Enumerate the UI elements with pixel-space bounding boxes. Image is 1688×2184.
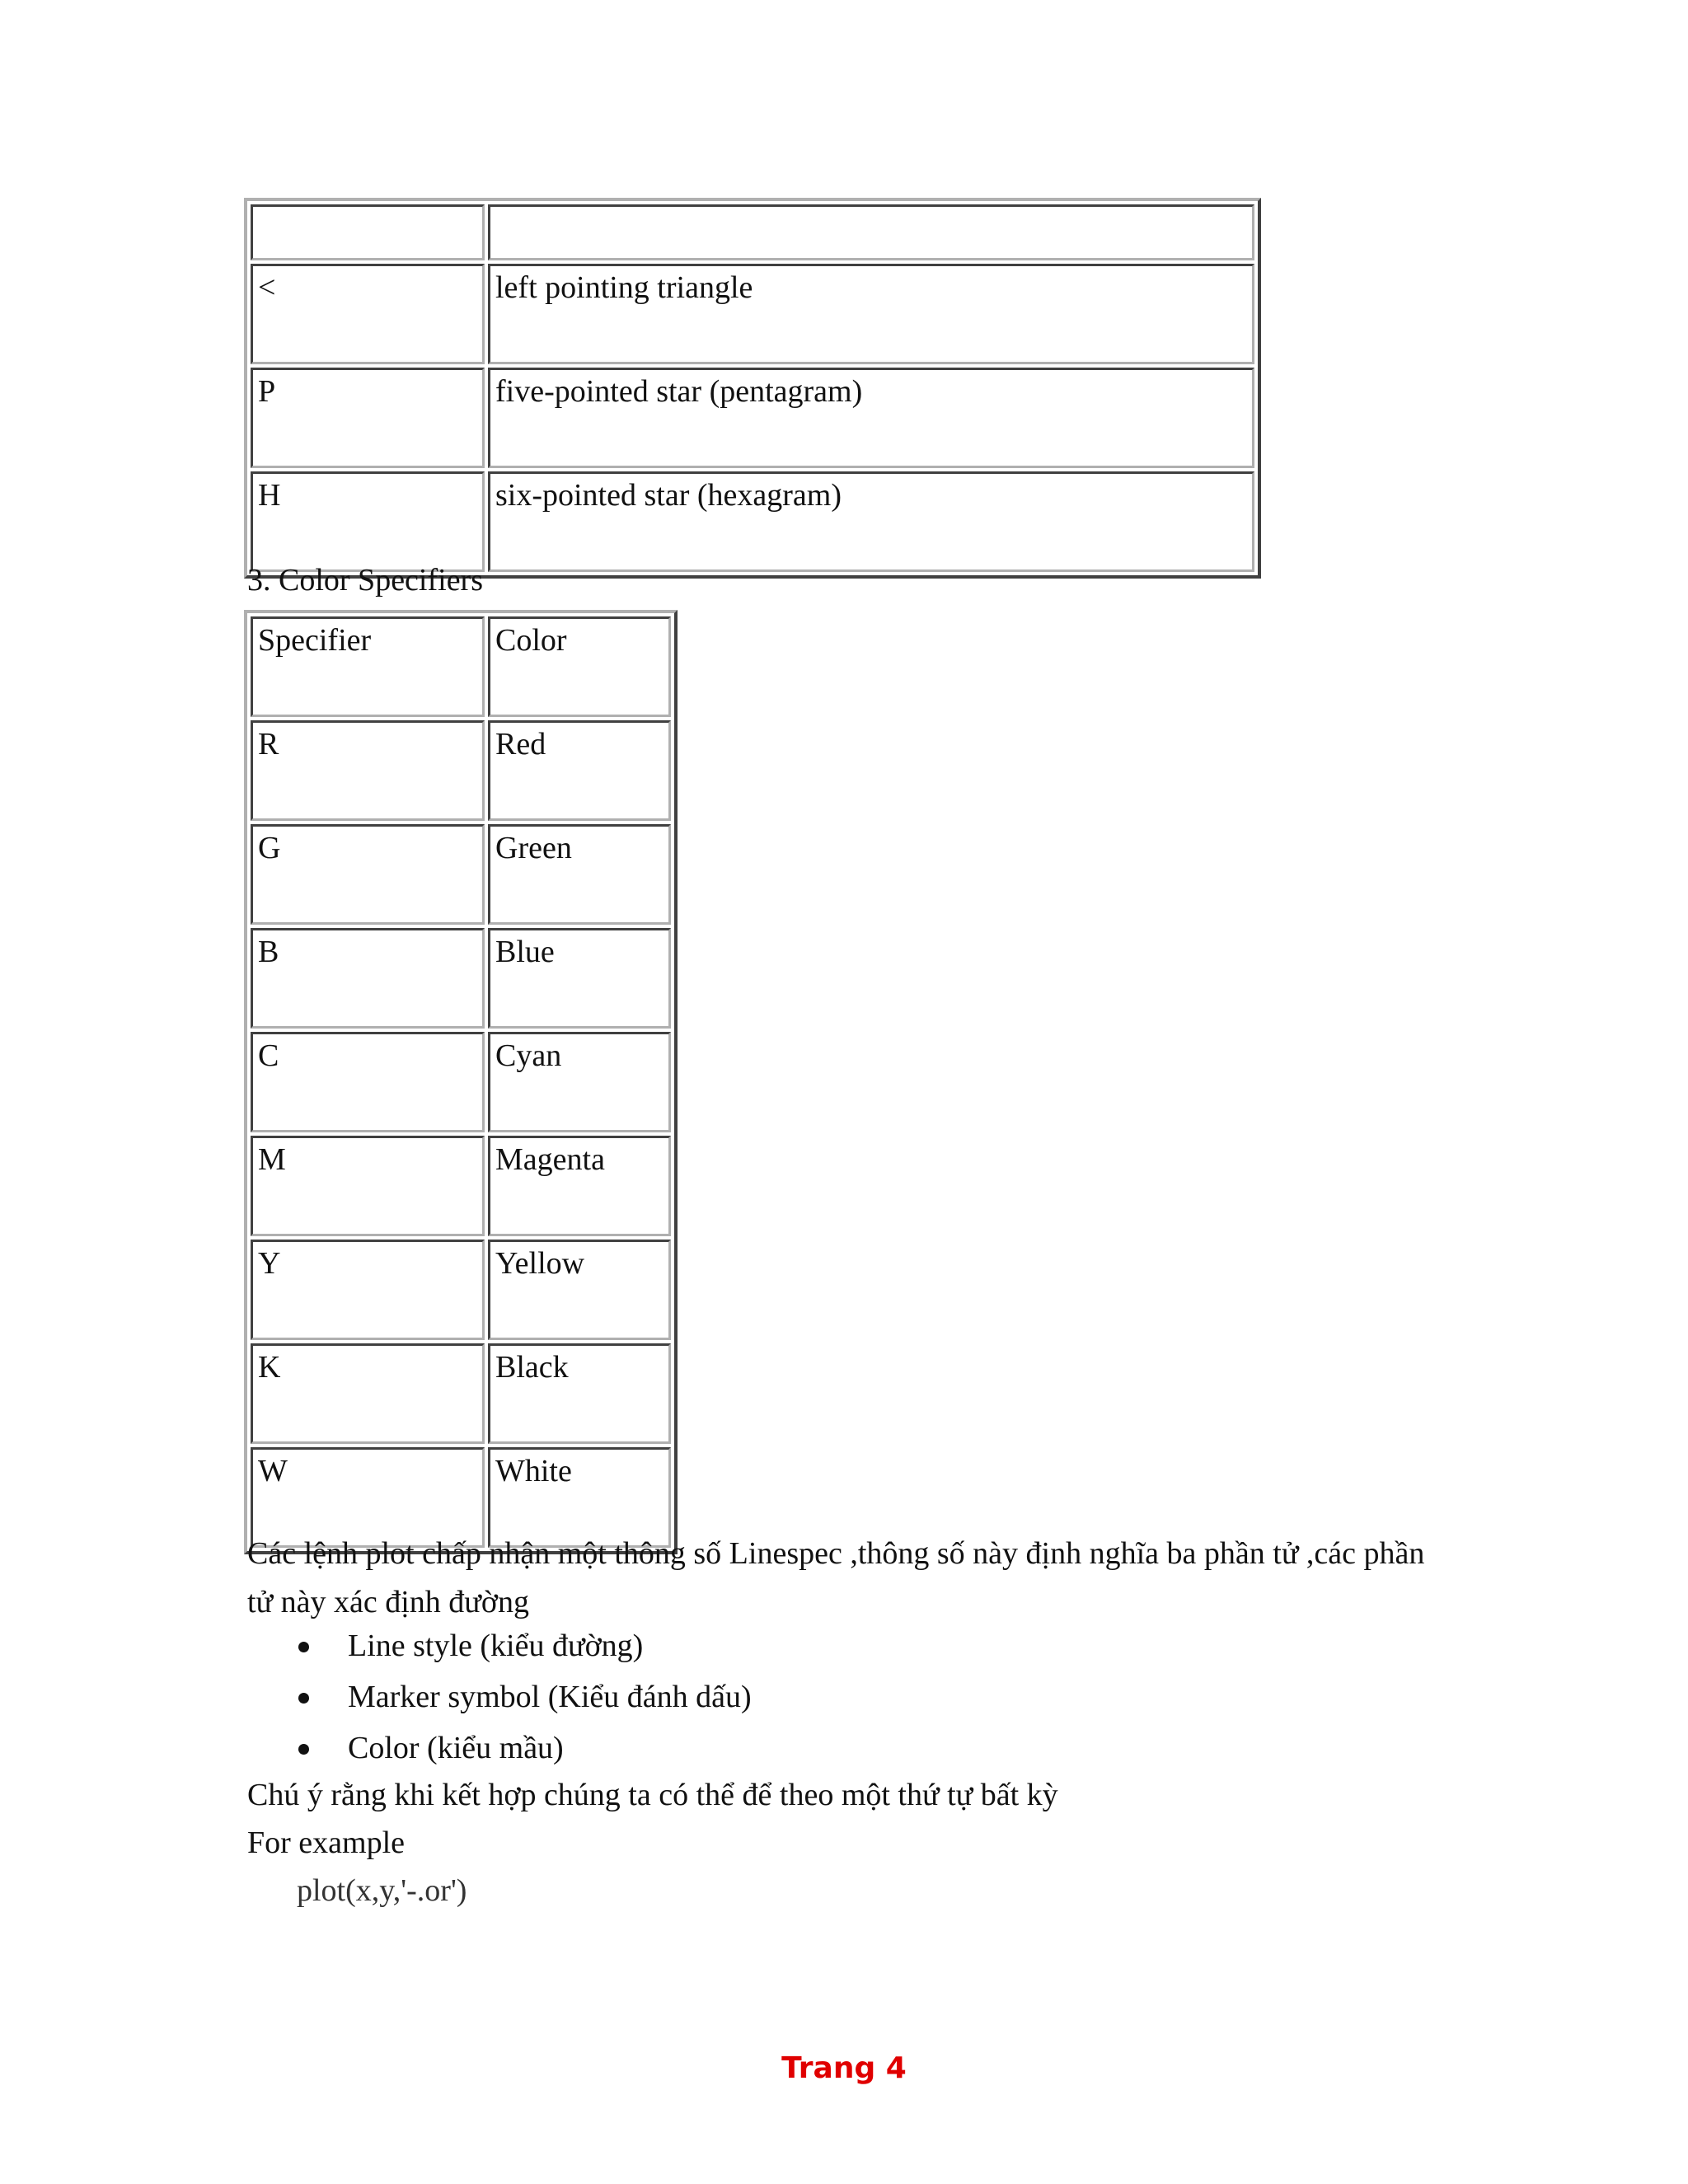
color-name-cell: White bbox=[488, 1447, 671, 1548]
marker-description-cell: left pointing triangle bbox=[488, 264, 1254, 364]
table-row bbox=[251, 1136, 671, 1236]
table-row bbox=[251, 720, 671, 821]
linespec-bullet-list bbox=[247, 1620, 752, 1774]
list-item-text: Line style (kiểu đường) bbox=[348, 1629, 644, 1663]
table-row bbox=[251, 824, 671, 925]
color-name-cell: Yellow bbox=[488, 1240, 671, 1340]
color-name-cell: Blue bbox=[488, 928, 671, 1029]
table-row bbox=[251, 368, 1254, 468]
specifier-cell: K bbox=[251, 1343, 485, 1444]
specifier-cell: R bbox=[251, 720, 485, 821]
list-item bbox=[247, 1722, 752, 1774]
table-header-row bbox=[251, 616, 671, 717]
table-row bbox=[251, 264, 1254, 364]
table-row bbox=[251, 1343, 671, 1444]
page-number-footer: Trang 4 bbox=[781, 2051, 907, 2085]
specifier-cell: C bbox=[251, 1032, 485, 1132]
marker-symbol-cell: P bbox=[251, 368, 485, 468]
color-name-cell: Red bbox=[488, 720, 671, 821]
bullet-icon bbox=[298, 1693, 309, 1704]
marker-symbol-cell: < bbox=[251, 264, 485, 364]
specifier-cell: Y bbox=[251, 1240, 485, 1340]
specifier-cell: M bbox=[251, 1136, 485, 1236]
column-header-specifier: Specifier bbox=[251, 616, 485, 717]
marker-symbol-cell: H bbox=[251, 471, 485, 572]
column-header-color: Color bbox=[488, 616, 671, 717]
table-row bbox=[251, 471, 1254, 572]
table-row bbox=[251, 928, 671, 1029]
color-name-cell: Green bbox=[488, 824, 671, 925]
color-name-cell: Magenta bbox=[488, 1136, 671, 1236]
list-item bbox=[247, 1671, 752, 1722]
color-name-cell: Black bbox=[488, 1343, 671, 1444]
list-item bbox=[247, 1620, 752, 1671]
marker-description-cell: five-pointed star (pentagram) bbox=[488, 368, 1254, 468]
specifier-cell: W bbox=[251, 1447, 485, 1548]
color-name-cell: Cyan bbox=[488, 1032, 671, 1132]
marker-description-cell: six-pointed star (hexagram) bbox=[488, 471, 1254, 572]
specifier-cell: B bbox=[251, 928, 485, 1029]
table-cell bbox=[251, 204, 485, 260]
table-row bbox=[251, 1032, 671, 1132]
linespec-paragraph: Các lệnh plot chấp nhận một thông số Linespec ,thông số này định nghĩa ba phần tử ,các phần tử này xác định đường bbox=[247, 1536, 1425, 1619]
marker-specifier-table bbox=[244, 198, 1261, 579]
bullet-icon bbox=[298, 1744, 309, 1755]
table-row bbox=[251, 1240, 671, 1340]
section-heading: 3. Color Specifiers bbox=[247, 563, 484, 598]
list-item-text: Color (kiểu mầu) bbox=[348, 1731, 564, 1765]
table-cell bbox=[488, 204, 1254, 260]
list-item-text: Marker symbol (Kiểu đánh dấu) bbox=[348, 1680, 752, 1714]
bullet-icon bbox=[298, 1642, 309, 1652]
code-example: plot(x,y,'-.or') bbox=[297, 1873, 467, 1908]
color-specifier-table bbox=[244, 610, 678, 1554]
order-note-paragraph: Chú ý rằng khi kết hợp chúng ta có thể để theo một thứ tự bất kỳ bbox=[247, 1778, 1058, 1812]
example-label: For example bbox=[247, 1825, 406, 1860]
table-header-row bbox=[251, 204, 1254, 260]
specifier-cell: G bbox=[251, 824, 485, 925]
